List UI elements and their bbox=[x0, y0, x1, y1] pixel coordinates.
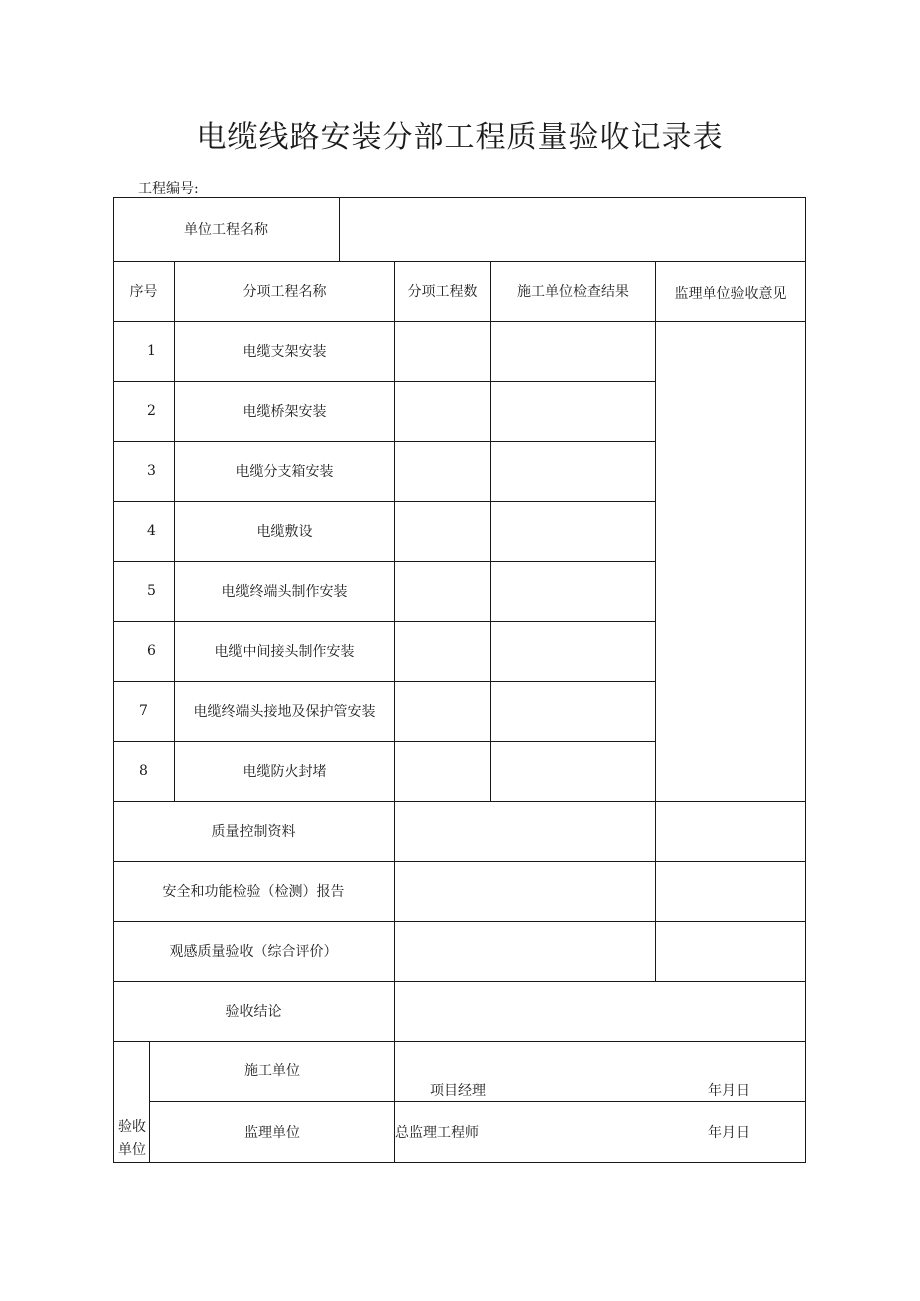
unit-project-name-label: 单位工程名称 bbox=[184, 222, 268, 238]
acceptance-unit-label-line2: 单位 bbox=[118, 1142, 146, 1158]
unit-project-name-value[interactable] bbox=[340, 197, 805, 261]
table-line bbox=[394, 261, 395, 1162]
item-name: 电缆分支箱安装 bbox=[235, 464, 334, 480]
supervision-date-label: 年月日 bbox=[708, 1125, 750, 1141]
acceptance-conclusion-label: 验收结论 bbox=[225, 1004, 282, 1020]
item-no: 2 bbox=[147, 403, 156, 419]
header-seq: 序号 bbox=[129, 284, 158, 300]
supervision-unit-label: 监理单位 bbox=[244, 1125, 300, 1141]
table-line bbox=[490, 261, 491, 801]
item-name: 电缆终端头制作安装 bbox=[221, 584, 348, 600]
item-no: 7 bbox=[139, 703, 148, 719]
item-no: 8 bbox=[139, 763, 148, 779]
item-name: 电缆防火封堵 bbox=[242, 764, 327, 780]
item-name: 电缆中间接头制作安装 bbox=[214, 644, 355, 660]
header-sub-item-name: 分项工程名称 bbox=[242, 284, 327, 300]
page-title: 电缆线路安装分部工程质量验收记录表 bbox=[196, 120, 724, 155]
construction-date-label: 年月日 bbox=[708, 1083, 750, 1099]
chief-supervisor-label: 总监理工程师 bbox=[395, 1125, 479, 1141]
item-no: 3 bbox=[147, 463, 156, 479]
table-line bbox=[805, 197, 806, 1163]
header-supervision-opinion: 监理单位验收意见 bbox=[674, 286, 787, 302]
appearance-acceptance-label: 观感质量验收（综合评价） bbox=[169, 944, 338, 960]
acceptance-unit-label-line1: 验收 bbox=[118, 1119, 146, 1135]
item-no: 6 bbox=[147, 643, 156, 659]
project-number-label: 工程编号: bbox=[138, 181, 199, 197]
item-name: 电缆敷设 bbox=[256, 524, 313, 540]
project-manager-label: 项目经理 bbox=[430, 1083, 486, 1099]
header-construction-check: 施工单位检查结果 bbox=[517, 284, 629, 300]
item-no: 5 bbox=[147, 583, 156, 599]
table-line bbox=[655, 261, 656, 981]
header-sub-item-count: 分项工程数 bbox=[407, 284, 478, 300]
safety-function-report-label: 安全和功能检验（检测）报告 bbox=[162, 884, 345, 900]
item-no: 1 bbox=[147, 343, 156, 359]
quality-control-data-label: 质量控制资料 bbox=[211, 824, 296, 840]
table-line bbox=[113, 1162, 806, 1163]
item-name: 电缆桥架安装 bbox=[242, 404, 327, 420]
item-no: 4 bbox=[147, 523, 156, 539]
acceptance-unit-label bbox=[115, 1116, 149, 1162]
item-name: 电缆终端头接地及保护管安装 bbox=[193, 704, 376, 720]
construction-unit-label: 施工单位 bbox=[244, 1063, 300, 1079]
item-name: 电缆支架安装 bbox=[242, 344, 327, 360]
